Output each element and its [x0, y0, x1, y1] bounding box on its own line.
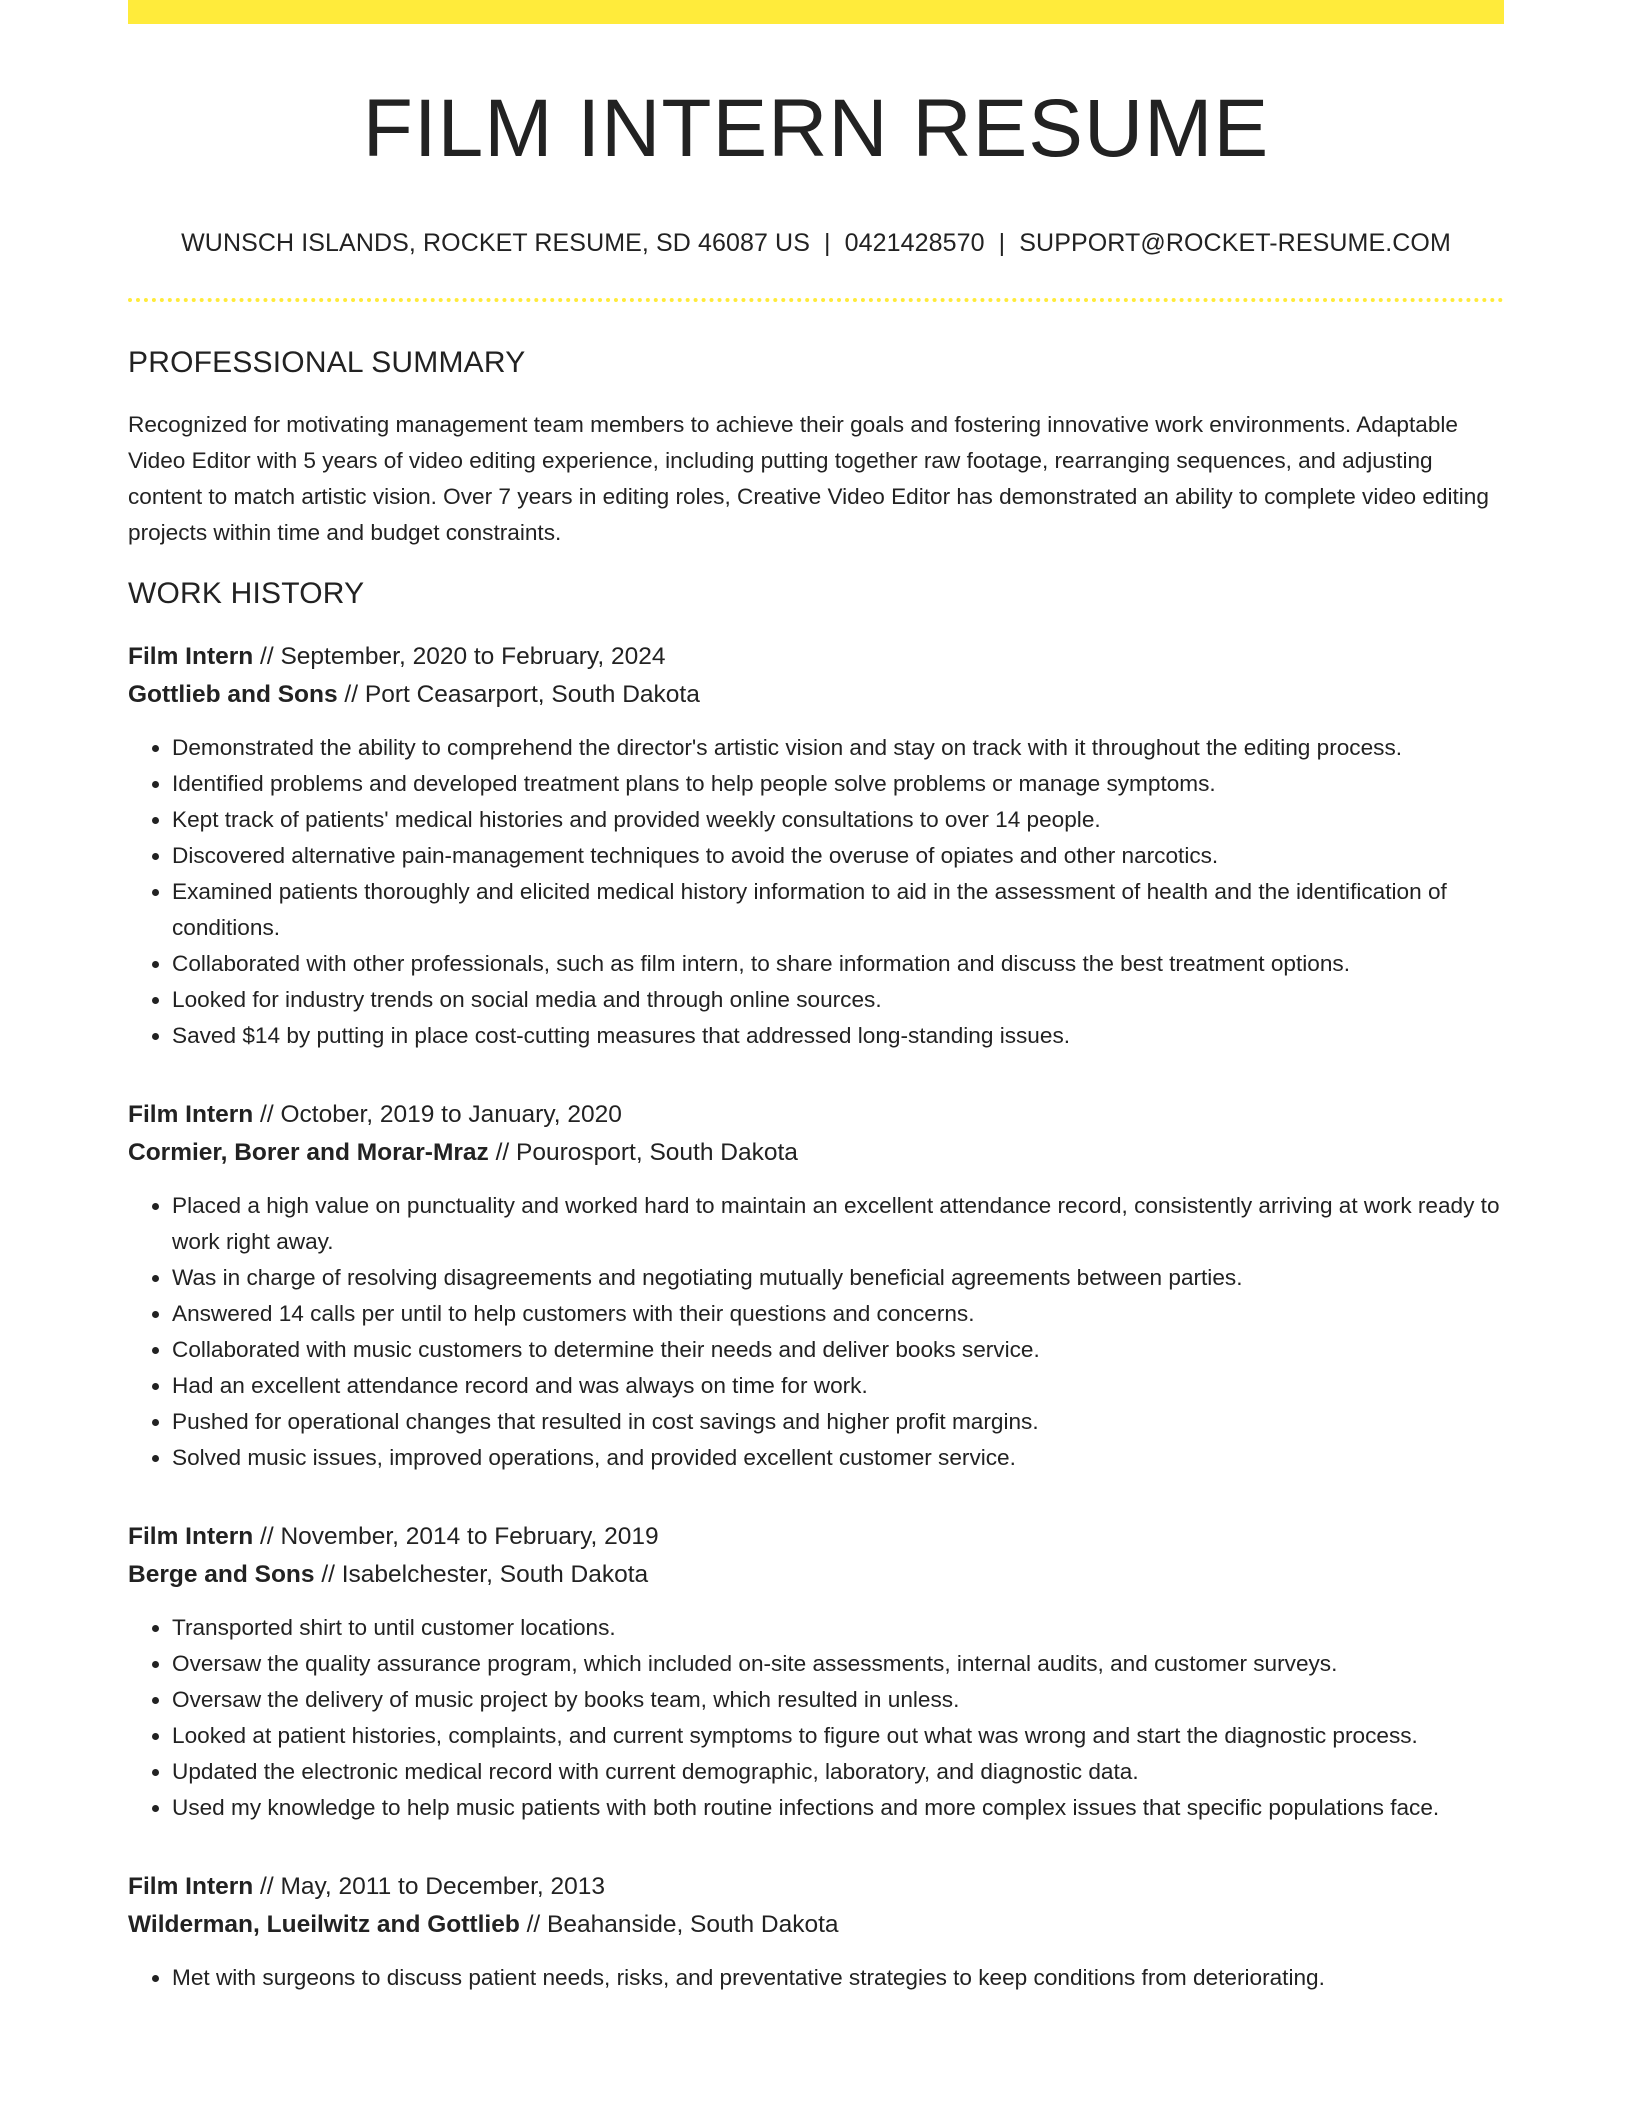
contact-line [128, 228, 1504, 258]
job-bullet-item: • Demonstrated the ability to comprehend the director's artistic vision and stay on track with it throughout the editing process. [172, 730, 1504, 766]
job-company-line [128, 1906, 1504, 1944]
job-bullet-item: • Transported shirt to until customer locations. [172, 1610, 1504, 1646]
job-bullet-list [128, 730, 1504, 1054]
job-bullet-item: • Collaborated with other professionals, such as film intern, to share information and discuss the best treatment options. [172, 946, 1504, 982]
job-title: Film Intern [128, 1101, 254, 1129]
job-bullet-item: • Oversaw the delivery of music project by books team, which resulted in unless. [172, 1682, 1504, 1718]
job-bullet-item: • Discovered alternative pain-management techniques to avoid the overuse of opiates and other narcotics. [172, 838, 1504, 874]
job-bullet-list [128, 1610, 1504, 1826]
section-heading: PROFESSIONAL SUMMARY [128, 346, 526, 380]
job-bullet-item: • Collaborated with music customers to determine their needs and deliver books service. [172, 1332, 1504, 1368]
job-bullet-item: • Pushed for operational changes that resulted in cost savings and higher profit margins. [172, 1404, 1504, 1440]
job-dates: // September, 2020 to February, 2024 [253, 643, 666, 671]
job-dates: // May, 2011 to December, 2013 [253, 1873, 606, 1901]
contact-separator: | [998, 229, 1006, 258]
job-bullet-item: • Solved music issues, improved operations, and provided excellent customer service. [172, 1440, 1504, 1476]
job-company-line [128, 1556, 1504, 1594]
job-bullet-item: • Had an excellent attendance record and was always on time for work. [172, 1368, 1504, 1404]
job-bullet-item: • Updated the electronic medical record with current demographic, laboratory, and diagnostic data. [172, 1754, 1504, 1790]
job-bullet-item: • Oversaw the quality assurance program, which included on-site assessments, internal audits, and customer surveys. [172, 1646, 1504, 1682]
job-bullet-item: • Saved $14 by putting in place cost-cutting measures that addressed long-standing issues. [172, 1018, 1504, 1054]
job-company: Berge and Sons [128, 1561, 315, 1589]
job-title: Film Intern [128, 1873, 254, 1901]
job-company-line [128, 1134, 1504, 1172]
professional-summary-section [128, 346, 1504, 551]
job-bullet-item: • Answered 14 calls per until to help customers with their questions and concerns. [172, 1296, 1504, 1332]
summary-text: Recognized for motivating management team members to achieve their goals and fostering innovative work environments. Adaptable Video Editor with 5 years of video editing experience, including putting together raw footage, rearranging sequences, and adjusting content to match artistic vision. Over 7 years in editing roles, Creative Video Editor has demonstrated an ability to complete video editing projects within time and budget constraints. [128, 412, 1489, 546]
job-company: Cormier, Borer and Morar-Mraz [128, 1139, 489, 1167]
job-location: // Isabelchester, South Dakota [314, 1561, 649, 1589]
job-location: // Pourosport, South Dakota [488, 1139, 798, 1167]
section-heading: WORK HISTORY [128, 577, 365, 611]
job-company: Wilderman, Lueilwitz and Gottlieb [128, 1911, 520, 1939]
job-location: // Port Ceasarport, South Dakota [337, 681, 700, 709]
job-bullet-item: • Looked at patient histories, complaints, and current symptoms to figure out what was wrong and start the diagnostic process. [172, 1718, 1504, 1754]
contact-phone: 0421428570 [844, 229, 985, 258]
job-bullet-item: • Was in charge of resolving disagreements and negotiating mutually beneficial agreements between parties. [172, 1260, 1504, 1296]
job-bullet-item: • Identified problems and developed treatment plans to help people solve problems or manage symptoms. [172, 766, 1504, 802]
job-title-line [128, 1868, 1504, 1906]
page-title: FILM INTERN RESUME [362, 83, 1270, 174]
job-title: Film Intern [128, 643, 254, 671]
job-dates: // October, 2019 to January, 2020 [253, 1101, 622, 1129]
job-title-line [128, 638, 1504, 676]
job-entry [128, 1518, 1504, 1826]
job-title-line [128, 1096, 1504, 1134]
job-bullet-item: • Used my knowledge to help music patients with both routine infections and more complex issues that specific populations face. [172, 1790, 1504, 1826]
job-bullet-list [128, 1188, 1504, 1476]
job-title: Film Intern [128, 1523, 254, 1551]
resume-page [128, 0, 1504, 1996]
job-company: Gottlieb and Sons [128, 681, 338, 709]
job-dates: // November, 2014 to February, 2019 [253, 1523, 659, 1551]
job-company-line [128, 676, 1504, 714]
top-accent-bar [128, 0, 1504, 24]
job-title-line [128, 1518, 1504, 1556]
job-location: // Beahanside, South Dakota [519, 1911, 839, 1939]
contact-separator: | [824, 229, 831, 258]
work-history-section [128, 577, 1504, 1996]
dotted-divider [128, 298, 1504, 302]
contact-address: WUNSCH ISLANDS, ROCKET RESUME, SD 46087 US [181, 229, 810, 258]
job-list [128, 638, 1504, 1996]
job-entry [128, 1096, 1504, 1476]
job-entry [128, 638, 1504, 1054]
job-bullet-item: • Looked for industry trends on social media and through online sources. [172, 982, 1504, 1018]
job-bullet-list [128, 1960, 1504, 1996]
job-entry [128, 1868, 1504, 1996]
job-bullet-item: • Placed a high value on punctuality and worked hard to maintain an excellent attendance record, consistently arriving at work ready to work right away. [172, 1188, 1504, 1260]
job-bullet-item: • Kept track of patients' medical histories and provided weekly consultations to over 14 people. [172, 802, 1504, 838]
job-bullet-item: • Met with surgeons to discuss patient needs, risks, and preventative strategies to keep conditions from deteriorating. [172, 1960, 1504, 1996]
job-bullet-item: • Examined patients thoroughly and elicited medical history information to aid in the assessment of health and the identification of conditions. [172, 874, 1504, 946]
contact-email: SUPPORT@ROCKET-RESUME.COM [1019, 229, 1451, 258]
